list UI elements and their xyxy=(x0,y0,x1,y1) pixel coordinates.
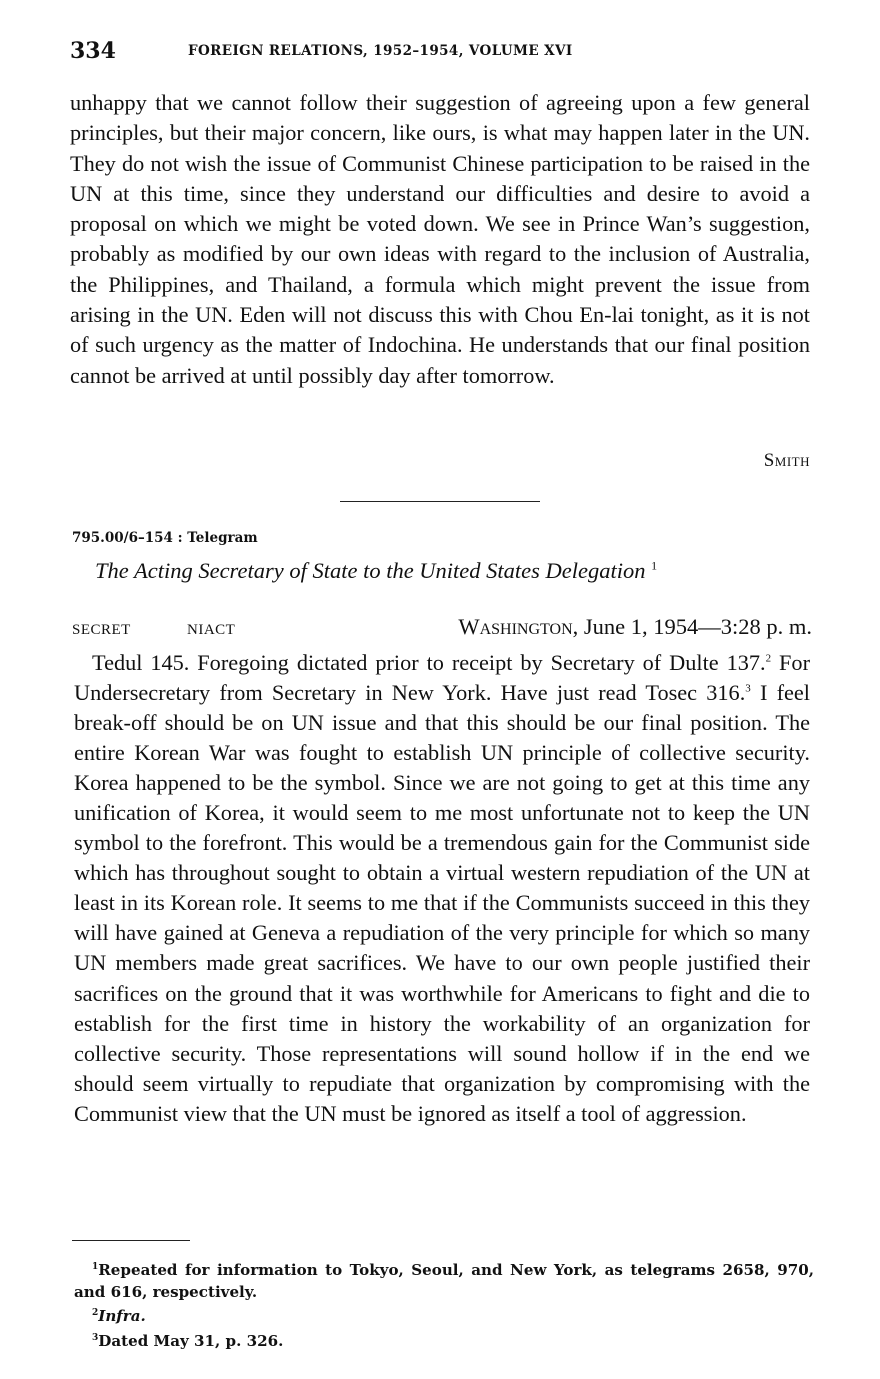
document-file-reference: 795.00/6–154 : Telegram xyxy=(72,530,258,546)
dateline-date: June 1, 1954—3:28 p. m. xyxy=(583,614,812,639)
footnote-number: 1 xyxy=(92,1262,99,1272)
classification-label: SECRET xyxy=(72,622,131,638)
document-title-text: The Acting Secretary of State to the United States Delegation xyxy=(95,558,646,583)
continued-telegram-text: unhappy that we cannot follow their suggestion of agreeing upon a few general principles, but their major concern, like ours, is what may happen later in the UN. They do not wish the issue of Communist Chinese participation to be raised in the UN at this time, since they understand our difficulties and desire to avoid a proposal on which we might be voted down. We see in Prince Wan’s suggestion, probably as modified by our own ideas with regard to the inclusion of Australia, the Philippines, and Thailand, a formula which might prevent the issue from arising in the UN. Eden will not discuss this with Chou En-lai tonight, as it is not of such urgency as the matter of Indochina. He understands that our final position cannot be arrived at until possibly day after tomorrow. xyxy=(70,90,810,388)
precedence-label: NIACT xyxy=(187,622,236,638)
footnote-number: 2 xyxy=(92,1308,99,1319)
footnote-text: Repeated for information to Tokyo, Seoul, and New York, as telegrams 2658, 970, and 616, respectively. xyxy=(74,1261,814,1301)
section-divider xyxy=(340,501,540,502)
page-header xyxy=(70,38,810,68)
body-part-2: For Undersecretary from Secretary in New York. Have just read Tosec 316. xyxy=(74,650,810,706)
footnote-number: 3 xyxy=(92,1332,99,1343)
footnotes xyxy=(74,1257,814,1352)
footnote-marker-3: 3 xyxy=(745,682,751,695)
body-part-3: I feel break-off should be on UN issue and that this should be our final position. The entire Korean War was fought to establish UN principle of collective security. Korea happened to be the symbol. Since we are not going to get at this time any unification of Korea, it would seem to me most unfortunate not to keep the UN symbol to the forefront. This would be a tremendous gain for the Communist side which has throughout sought to obtain a virtual western repudiation of the UN at least in its Korean role. It seems to me that if the Communists succeed in this they will have gained at Geneva a repudiation of the very principle for which so many UN members made great sacrifices. We have to our own people justified their sacrifices on the ground that it was worthwhile for Americans to fight and die to establish for the first time in history the workability of an organization for collective security. Those representations will sound hollow if in the end we should seem virtually to repudiate that organization by compromising with the Communist view that the UN must be ignored as itself a tool of aggression. xyxy=(74,680,810,1126)
title-footnote-marker: 1 xyxy=(651,558,658,573)
telegram-body xyxy=(74,648,810,1129)
footnote xyxy=(74,1328,814,1353)
footnote-text: Infra. xyxy=(98,1307,146,1326)
running-head: FOREIGN RELATIONS, 1952–1954, VOLUME XVI xyxy=(188,43,573,59)
document-title xyxy=(95,558,815,584)
dateline xyxy=(458,614,812,640)
footnote-rule xyxy=(72,1240,190,1241)
footnote-marker-2: 2 xyxy=(765,652,772,665)
signature: Smith xyxy=(763,450,810,471)
classification-line xyxy=(72,614,812,650)
dateline-place: Washington, xyxy=(458,614,579,639)
footnote xyxy=(74,1303,814,1328)
footnote-text: Dated May 31, p. 326. xyxy=(98,1331,284,1350)
footnote xyxy=(74,1257,814,1303)
body-part-1: Tedul 145. Foregoing dictated prior to receipt by Secretary of Dulte 137. xyxy=(92,650,766,675)
page-number: 334 xyxy=(70,38,116,64)
